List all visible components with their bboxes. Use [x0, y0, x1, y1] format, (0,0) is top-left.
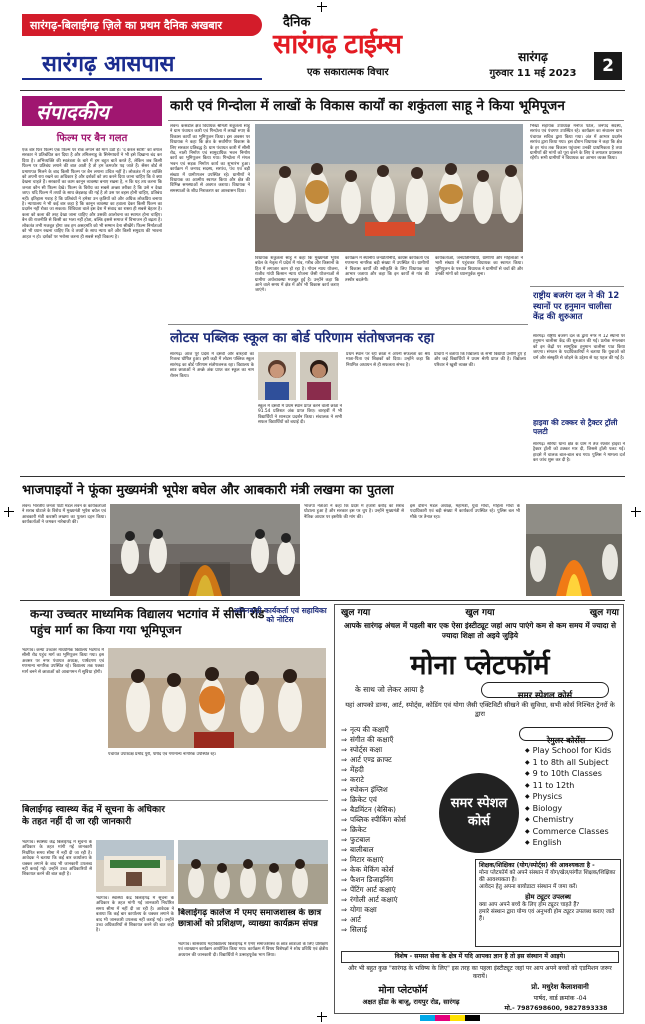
story6-headline: आंगनबाड़ी कार्यकर्ता एवं सहायिका को नोटिस [233, 606, 327, 624]
story1-col1: लवन। कसडोल क्षेत्र विधायक श्रीमती शकुंतला साहू ने ग्राम पंचायत कारी एवं गिन्दोला में लाखों रुपए के विकास कार्यों का भूमिपूजन किया। इस अवसर पर विधायक ने कहा कि क्षेत्र के सर्वांगीण विकास के लिए सरकार प्रतिबद्ध है। ग्राम पंचायत कारी में सीसी रोड, नाली निर्माण एवं सामुदायिक भवन निर्माण कार्य का भूमिपूजन किया गया। गिन्दोला में मंगल भवन एवं सड़क निर्माण कार्य का शुभारंभ हुआ। कार्यक्रम में जनपद सदस्य, सरपंच, पंच एवं बड़ी संख्या में ग्रामीणजन उपस्थित रहे। ग्रामीणों ने विधायक का आत्मीय स्वागत किया और क्षेत्र की विभिन्न समस्याओं से अवगत कराया। विधायक ने समस्याओं के शीघ्र निराकरण का आश्वासन दिया। [170, 124, 250, 194]
story2-col1: सारंगढ़। आज पूरे प्रदेश में दसवीं और बारहवीं का रिजल्ट घोषित हुआ। इसी कड़ी में लोटस पब्लिक स्कूल सारंगढ़ का बोर्ड परिणाम संतोषजनक रहा। विद्यालय के छात्र छात्राओं ने अच्छे अंक प्राप्त कर स्कूल का नाम रोशन किया। [170, 352, 254, 379]
khula-2: खुल गया [465, 608, 495, 618]
registration-mark-bottom [317, 1012, 327, 1022]
paper-sub: एक सकारात्मक विचार [307, 67, 389, 78]
story4-col1: लवन। भारतीय जनता पार्टी मंडल लवन के कार्यकर्ताओं ने शराब घोटाले के विरोध में मुख्यमंत्री भूपेश बघेल एवं आबकारी मंत्री कवासी लखमा का पुतला दहन किया। कार्यकर्ताओं ने जमकर नारेबाजी की। [22, 504, 106, 526]
ad-regular-item: ◆ 11 to 12th [525, 780, 575, 790]
bullet-icon: ◆ [525, 839, 530, 846]
story2-col4: प्राचार्य ने बताया कि विद्यालय के सभी विद्यार्थी उत्तीर्ण हुए हैं और कई विद्यार्थियों ने प्रथम श्रेणी प्राप्त की है। विद्यालय परिवार ने खुशी व्यक्त की। [434, 352, 526, 368]
story8-body: भटगांव। शासकीय महाविद्यालय बिलाईगढ़ में एमए समाजशास्त्र के छात्र छात्राओं के लिए प्रशिक्षण एवं व्याख्यान कार्यक्रम आयोजित किया गया। कार्यक्रम में विषय विशेषज्ञों ने शोध प्रविधि एवं क्षेत्रीय अध्ययन की जानकारी दी। विद्यार्थियों ने उत्साहपूर्वक भाग लिया। [178, 942, 328, 958]
editorial-body: एक बार फिर फिल्में एक फिल्म पर रोक लगाने की मांग उठी है। 'द केरल स्टोरी' को बंगाल सरकार ने प्रतिबंधित कर दिया है और तमिलनाडु के सिनेमाघरों ने भी इसे दिखाना बंद कर दिया है। अभिव्यक्ति की स्वतंत्रता के बारे में हम बहुत बातें करते हैं, लेकिन जब किसी फिल्म पर प्रतिबंध लगाने की बात आती है तो हम कमजोर पड़ जाते हैं। सेंसर बोर्ड से प्रमाणपत्र मिलने के बाद किसी फिल्म पर बैन लगाना उचित नहीं है। लोकतंत्र में हर व्यक्ति को अपनी राय रखने का अधिकार है और दर्शकों को तय करने दिया जाना चाहिए कि वे क्या देखना चाहते हैं। सरकारों का काम कानून व्यवस्था बनाए रखना है, न कि यह तय करना कि जनता कौन सी फिल्म देखे। फिल्म के विरोध का सबसे अच्छा तरीका है कि उसे न देखा जाए। यदि फिल्म में तथ्यों के साथ छेड़छाड़ की गई है तो उस पर बहस होनी चाहिए, प्रतिबंध नहीं। इतिहास गवाह है कि प्रतिबंधों ने हमेशा उन कृतियों को और अधिक लोकप्रिय बनाया है। न्यायालय ने भी कई बार कहा है कि कानून व्यवस्था का हवाला देकर किसी फिल्म का प्रदर्शन नहीं रोका जा सकता। विविधता वाले इस देश में संवाद का रास्ता ही सबसे बेहतर है। कला को कला की तरह देखा जाना चाहिए और उसकी आलोचना का स्वागत होना चाहिए। बैन की राजनीति से किसी का भला नहीं होता, बल्कि इससे समाज में विभाजन ही बढ़ता है। लोकतंत्र तभी मजबूत होगा जब हम असहमति को भी सम्मान देना सीखेंगे। फिल्म निर्माताओं को भी ध्यान रखना चाहिए कि वे तथ्यों के साथ न्याय करें और किसी समुदाय की भावना आहत न हो। दर्शकों पर भरोसा करना ही सबसे सही विकल्प है। [22, 148, 162, 240]
section-title: सारंगढ़ आसपास [22, 38, 262, 80]
ad-name: मोना प्लेटफॉर्म [410, 650, 550, 681]
ad-desc: यहां आपको डान्स, आर्ट, स्पोर्ट्स, कोडिंग एवं योगा जैसी एक्टिविटी सीखने की सुविधा, सभी कोर्स निश्चित ट्रेनरों के द्वारा [345, 701, 615, 718]
ad-brand: मोना प्लेटफॉर्म [378, 985, 428, 996]
ad-left-item: ⇒ आर्ट एण्ड क्राफ्ट [341, 755, 392, 764]
ad-left-item: ⇒ मिटार कक्षाएं [341, 855, 384, 864]
ad-req-box: शिक्षक/शिक्षिका (योग/स्पोर्ट्स) की आवश्यकता है - मोना प्लेटफॉर्म को अपने संस्थान में योग/खेल/संगीत शिक्षक/शिक्षिका की आवश्यकता है। आवेदन हेतु अपना बायोडाटा संस्थान में जमा करें। होम ट्यूटर उपलब्ध क्या आप अपने बच्चे के लिए होम ट्यूटर चाहते हैं? हमारे संस्थान द्वारा योग्य एवं अनुभवी होम ट्यूटर उपलब्ध कराए जाते हैं। [475, 859, 621, 947]
student-photo-2 [300, 352, 338, 400]
paper-pre: दैनिक [283, 15, 311, 30]
ad-regular-item: ◆ Chemistry [525, 815, 574, 824]
arrow-icon: ⇒ [341, 875, 348, 884]
ad-footer1: और भी बहुत कुछ "सारंगढ़ के भविष्य के लिए" इस तरह का पहला इंस्टीट्यूट जहां पर आप अपने बच्चों को एडमिशन जरूर करायें। [348, 965, 612, 980]
story2-headline: लोटस पब्लिक स्कूल का बोर्ड परिणाम संतोषजनक रहा [170, 330, 435, 346]
story1-col4: कार्यकर्ताओं, जनप्रतिनिधियों, ग्रामीणों और महिलाओं ने भारी संख्या में पहुंचकर विधायक का स्वागत किया। भूमिपूजन के पश्चात विधायक ने ग्रामीणों से चर्चा की और उनकी मांगों को ध्यानपूर्वक सुना। [435, 256, 523, 278]
protest-photo [526, 504, 622, 596]
ad-left-item: ⇒ रंगोली आर्ट कक्षाएं [341, 895, 398, 904]
story2-col2: स्कूल में दसवीं में प्रथम स्थान प्राप्त करने वाली छात्रा ने 91.54 प्रतिशत अंक प्राप्त किए। बारहवीं में भी विद्यार्थियों ने शानदार प्रदर्शन किया। संचालक ने सभी सफल विद्यार्थियों को बधाई दी। [258, 404, 342, 426]
editorial-title: फिल्म पर बैन गलत [56, 133, 128, 144]
story1-col3: कार्यक्रम में स्थानीय जनप्रतिनिधि, कांग्रेस कार्यकर्ता एवं गणमान्य नागरिक बड़ी संख्या में उपस्थित थे। ग्रामीणों ने विकास कार्यों की स्वीकृति के लिए विधायक का आभार जताया और कहा कि इन कार्यों से गांव की तस्वीर बदलेगी। [345, 256, 429, 283]
ad-phone: मो.- 7987698600, 9827893338 [504, 1005, 608, 1012]
arrow-icon: ⇒ [341, 845, 348, 854]
story3-sub: हाइवा की टक्कर से ट्रैक्टर ट्रॉली पलटी [533, 418, 618, 436]
arrow-icon: ⇒ [341, 825, 348, 834]
arrow-icon: ⇒ [341, 755, 348, 764]
ad-left-item: ⇒ संगीत की कक्षाएँ [341, 735, 394, 744]
arrow-icon: ⇒ [341, 785, 348, 794]
ceremony-photo [108, 648, 326, 748]
arrow-icon: ⇒ [341, 815, 348, 824]
bullet-icon: ◆ [525, 758, 530, 766]
ad-left-item: ⇒ आर्ट [341, 915, 361, 924]
ad-regular-badge: रेगुलर कोर्सेस [519, 727, 613, 741]
registration-mark-top [317, 2, 327, 12]
ad-left-item: ⇒ बैडमिंटन (बेसिक) [341, 805, 396, 814]
ad-left-item: ⇒ क्रिकेट एवं [341, 795, 377, 804]
bullet-icon: ◆ [525, 793, 530, 800]
arrow-icon: ⇒ [341, 885, 348, 894]
color-bar [420, 1015, 480, 1021]
paper-masthead [265, 10, 445, 90]
bullet-icon: ◆ [525, 781, 530, 789]
arrow-icon: ⇒ [341, 795, 348, 804]
story1-photo [255, 124, 523, 252]
ad-left-item: ⇒ फुटबाल [341, 835, 371, 844]
ad-left-item: ⇒ मेंहदी [341, 765, 364, 774]
ad-note: विशेष - समस्त सेवा के क्षेत्र में यदि आपका ज्ञान है तो इस संस्थान में आइये। [341, 951, 619, 963]
story8-headline: बिलाईगढ़ कालेज में एमए समाजशास्त्र के छात्र छात्राओं को प्रशिक्षण, व्याख्या कार्यक्रम संपन्न [178, 908, 322, 929]
ad-intro: आपके सारंगढ़ अंचल में पहली बार एक ऐसा इंस्टीट्यूट जहां आप पाएंगे कम से कम समय में ज्यादा से ज्यादा शिक्षा तो अइये जुड़िये [343, 621, 617, 640]
arrow-icon: ⇒ [341, 805, 348, 814]
story2-col3: प्रथम स्थान पर रही छात्रा ने अपनी सफलता का श्रेय माता-पिता एवं शिक्षकों को दिया। उन्होंने कहा कि नियमित अध्ययन से ही सफलता संभव है। [346, 352, 430, 368]
ad-address: अक्षत होंडा के बाजू, रायपुर रोड, सारंगढ़ [362, 998, 460, 1006]
ad-left-item: ⇒ केक मेकिंग कोर्स [341, 865, 394, 874]
registration-mark-right [631, 507, 641, 517]
arrow-icon: ⇒ [341, 865, 348, 874]
arrow-icon: ⇒ [341, 765, 348, 774]
ad-regular-item: ◆ Play School for Kids [525, 746, 612, 755]
arrow-icon: ⇒ [341, 735, 348, 744]
story5-headline: कन्या उच्चतर माध्यमिक विद्यालय भटगांव में सीसी रोड पहुंच मार्ग का किया गया भूमिपूजन [30, 607, 265, 637]
ad-left-item: ⇒ कराटे [341, 775, 364, 784]
ad-left-item: ⇒ पब्लिक स्पीकिंग कोर्स [341, 815, 406, 824]
page-number: 2 [594, 52, 622, 80]
story5-caption: पंचायत उपाध्यक्ष प्रमोद पुरी, पार्षद एवं गणमान्य नागरिक उपस्थित रहे। [108, 752, 217, 757]
ad-regular-list [525, 745, 621, 853]
story3-headline: राष्ट्रीय बजरंग दल ने की 12 स्थानों पर हनुमान चालीसा केंद्र की शुरुआत [533, 290, 620, 321]
ad-left-item: ⇒ बालीबाल [341, 845, 374, 854]
arrow-icon: ⇒ [341, 915, 348, 924]
registration-mark-left [4, 507, 14, 517]
khula-3: खुल गया [589, 608, 619, 618]
ad-tagline: के साथ जो लेकर आया है [355, 685, 424, 694]
story7-body-cont: भटगांव। स्वास्थ्य केंद्र बिलाईगढ़ में सूचना के अधिकार के तहत मांगी गई जानकारी निर्धारित समय सीमा में नहीं दी जा रही है। आवेदक ने बताया कि कई बार कार्यालय के चक्कर लगाने के बाद भी जानकारी उपलब्ध नहीं कराई गई। उन्होंने उच्च अधिकारियों से शिकायत करने की बात कही है। [96, 896, 174, 934]
advertisement [334, 604, 624, 1014]
ad-left-item: ⇒ सिलाई [341, 925, 368, 934]
bullet-icon: ◆ [525, 747, 530, 754]
ad-ward: पार्षद, वार्ड क्रमांक -04 [533, 995, 587, 1002]
story4-headline: भाजपाइयों ने फूंका मुख्यमंत्री भूपेश बघेल और आबकारी मंत्री लखमा का पुतला [22, 483, 394, 498]
story7-headline: बिलाईगढ़ स्वास्थ्य केंद्र में सूचना के अधिकार के तहत नहीं दी जा रही जानकारी [22, 805, 165, 827]
bullet-icon: ◆ [525, 827, 530, 835]
arrow-icon: ⇒ [341, 745, 348, 754]
ad-left-item: ⇒ स्पोर्ट्स कक्षा [341, 745, 383, 754]
story3-body: सारंगढ़। राष्ट्रीय बजरंग दल के द्वारा नगर में 12 स्थानों पर हनुमान चालीसा केंद्र की शुरुआत की गई। प्रत्येक मंगलवार को इन केंद्रों पर सामूहिक हनुमान चालीसा पाठ किया जाएगा। संगठन के पदाधिकारियों ने बताया कि युवाओं को धर्म और संस्कृति से जोड़ने के उद्देश्य से यह पहल की गई है। [533, 334, 625, 361]
story1-col2: विधायक शकुंतला साहू ने कहा कि मुख्यमंत्री भूपेश बघेल के नेतृत्व में प्रदेश में गांव, गरीब और किसानों के हित में लगातार काम हो रहा है। गोधन न्याय योजना, राजीव गांधी किसान न्याय योजना जैसी योजनाओं से ग्रामीण अर्थव्यवस्था मजबूत हुई है। उन्होंने कहा कि आने वाले समय में क्षेत्र में और भी विकास कार्य कराए जाएंगे। [255, 256, 339, 294]
ad-left-item: ⇒ नृत्य की कक्षाएँ [341, 725, 389, 734]
bullet-icon: ◆ [525, 770, 530, 777]
story4-col3: इस दौरान मंडल अध्यक्ष, महामंत्री, युवा मोर्चा, महिला मोर्चा के पदाधिकारी एवं बड़ी संख्या में कार्यकर्ता उपस्थित रहे। पुलिस बल भी मौके पर तैनात रहा। [410, 504, 520, 520]
dateline: सारंगढ़ गुरुवार 11 मई 2023 [489, 50, 577, 79]
arrow-icon: ⇒ [341, 925, 348, 934]
ad-circle: समर स्पेशल कोर्स [439, 773, 519, 853]
arrow-icon: ⇒ [341, 895, 348, 904]
health-centre-photo [96, 840, 174, 892]
ad-regular-item: ◆ 1 to 8th all Subject [525, 757, 609, 767]
ad-left-item: ⇒ फैशन डिजाइनिंग [341, 875, 394, 884]
student-photo-1 [258, 352, 296, 400]
ad-regular-item: ◆ English [525, 838, 562, 847]
story1-headline: कारी एवं गिन्दोला में लाखों के विकास कार्यों का शकुंतला साहू ने किया भूमिपूजन [170, 98, 565, 114]
ad-regular-item: ◆ Biology [525, 803, 563, 813]
ad-left-item: ⇒ पेंटिंग आर्ट कक्षाएं [341, 885, 396, 894]
tagline-banner [22, 14, 262, 36]
arrow-icon: ⇒ [341, 775, 348, 784]
story3-sub-body: सारंगढ़। सरिया थाना क्षेत्र के ग्राम में तेज रफ्तार हाइवा ने ट्रैक्टर ट्रॉली को टक्कर मार दी, जिससे ट्रॉली पलट गई। हादसे में चालक बाल-बाल बच गया। पुलिस ने मामला दर्ज कर जांच शुरू कर दी है। [533, 442, 625, 464]
arrow-icon: ⇒ [341, 905, 348, 914]
bullet-icon: ◆ [525, 804, 530, 812]
ad-special-badge: समर स्पेशल कोर्स [481, 682, 609, 698]
tagline-text: सारंगढ़-बिलाईगढ़ ज़िले का प्रथम दैनिक अखबार [30, 19, 223, 32]
story4-col2: भाजपा नेताओं ने कहा कि प्रदेश में हजारों करोड़ का शराब घोटाला हुआ है और सरकार इस पर चुप है। उन्होंने मुख्यमंत्री से नैतिक आधार पर इस्तीफे की मांग की। [304, 504, 404, 520]
bullet-icon: ◆ [525, 816, 530, 823]
ad-regular-item: ◆ Physics [525, 792, 563, 801]
ad-regular-item: ◆ 9 to 10th Classes [525, 769, 602, 778]
ad-left-item: ⇒ योगा कक्षा [341, 905, 377, 914]
effigy-photo [110, 504, 300, 596]
story1-col5: भिखा सहायक उपाध्यक्ष मनोज पटेल, जनपद सदस्य, सरपंच एवं पंचगण उपस्थित रहे। कार्यक्रम का संचालन ग्राम पंचायत सचिव द्वारा किया गया। अंत में आभार प्रदर्शन सरपंच द्वारा किया गया। इस दौरान विधायक ने कहा कि क्षेत्र के हर गांव तक विकास पहुंचाना उनकी प्राथमिकता है तथा ग्रामीणों की मांगों को पूरा करने के लिए वे लगातार प्रयासरत रहेंगी। सभी ग्रामीणों ने विधायक का आभार व्यक्त किया। [530, 124, 622, 162]
arrow-icon: ⇒ [341, 855, 348, 864]
arrow-icon: ⇒ [341, 835, 348, 844]
ad-regular-item: ◆ Commerce Classes [525, 826, 609, 836]
story7-body: भटगांव। स्वास्थ्य केंद्र बिलाईगढ़ में सूचना के अधिकार के तहत मांगी गई जानकारी निर्धारित समय सीमा में नहीं दी जा रही है। आवेदक ने बताया कि कई बार कार्यालय के चक्कर लगाने के बाद भी जानकारी उपलब्ध नहीं कराई गई। उन्होंने उच्च अधिकारियों से शिकायत करने की बात कही है। [22, 840, 92, 878]
ad-left-item: ⇒ स्पोकन इंग्लिश [341, 785, 388, 794]
ad-contact-name: प्रो. मधुरेश कैलाशवानी [531, 983, 589, 991]
khula-1: खुल गया [341, 608, 371, 618]
paper-name: सारंगढ़ टाईम्स [273, 29, 401, 60]
ad-left-item: ⇒ क्रिकेट [341, 825, 367, 834]
crowd-photo [255, 124, 523, 252]
editorial-label: संपादकीय [22, 96, 162, 126]
story5-body: भटगांव। कन्या उच्चतर माध्यमिक विद्यालय भटगांव में सीसी रोड पहुंच मार्ग का भूमिपूजन किया गया। इस अवसर पर नगर पंचायत अध्यक्ष, पार्षदगण एवं गणमान्य नागरिक उपस्थित रहे। विद्यालय तक पक्का मार्ग बनने से छात्राओं को आवागमन में सुविधा होगी। [22, 648, 104, 675]
college-photo [178, 840, 328, 904]
arrow-icon: ⇒ [341, 725, 348, 734]
